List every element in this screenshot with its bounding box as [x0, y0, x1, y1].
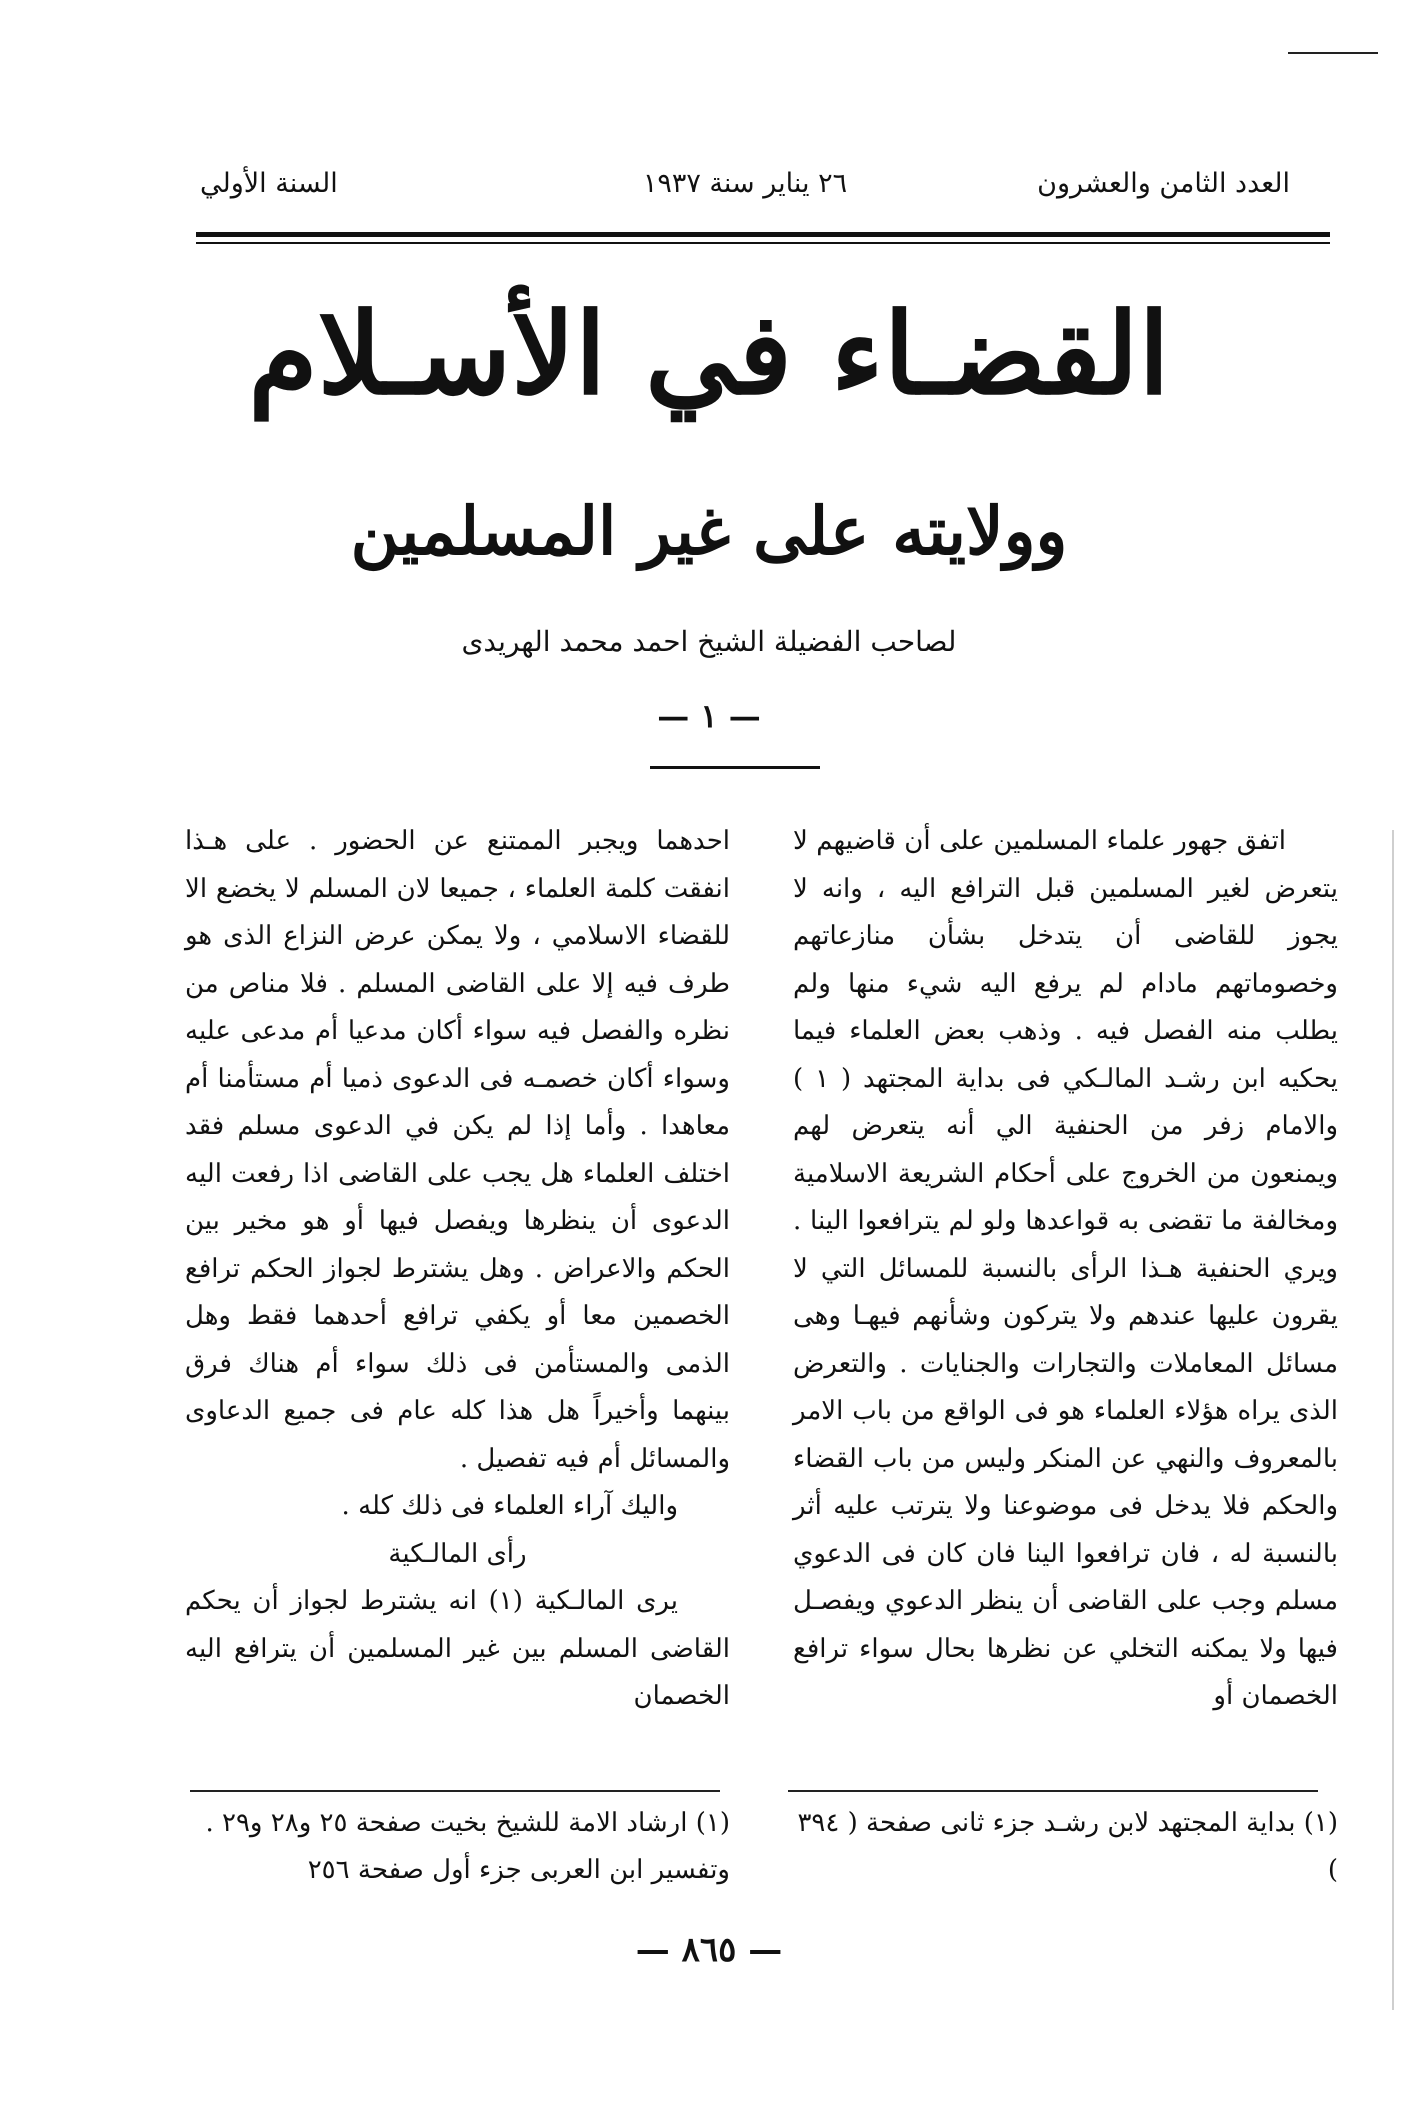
- issue-number: العدد الثامن والعشرون: [1037, 168, 1290, 199]
- paragraph: اتفق جهور علماء المسلمين على أن قاضيهم لا يتعرض لغير المسلمين قبل الترافع اليه ، وانه لا يجوز للقاضى أن يتدخل بشأن منازعاتهم وخصوماتهم مادام لم يرفع اليه شيء منها ولم يطلب منه الفصل فيه . وذهب بعض العلماء فيما يحكيه ابن رشـد المالـكي فى بداية المجتهد ( ١ ) والامام زفر من الحنفية الي أنه يتعرض لهم ويمنعون من الخروج على أحكام الشريعة الاسلامية ومخالفة ما تقضى به قواعدها ولو لم يترافعوا الينا . ويري الحنفية هـذا الرأى بالنسبة للمسائل التي لا يقرون عليها عندهم ولا يتركون وشأنهم فيهـا وهى مسائل المعاملات والتجارات والجنايات . والتعرض الذى يراه هؤلاء العلماء هو فى الواقع من باب الامر بالمعروف والنهي عن المنكر وليس من باب القضاء والحكم فلا يدخل فى موضوعنا ولا يترتب عليه أثر بالنسبة له ، فان ترافعوا الينا فان كان فى الدعوي مسلم وجب على القاضى أن ينظر الدعوي ويفصـل فيها ولا يمكنه التخلي عن نظرها بحال سواء ترافع الخصمان أو: [793, 826, 1338, 1711]
- section-heading: رأى المالـكية: [388, 1538, 527, 1569]
- footnote-rule-right: [788, 1790, 1318, 1792]
- paragraph: احدهما ويجبر الممتنع عن الحضور . على هـذا انفقت كلمة العلماء ، جميعا لان المسلم لا يخضع الا للقضاء الاسلامي ، ولا يمكن عرض النزاع الذى هو طرف فيه إلا على القاضى المسلم . فلا مناص من نظره والفصل فيه سواء أكان مدعيا أم مدعى عليه وسواء أكان خصمـه فى الدعوى ذميا أم مستأمنا أم معاهدا . وأما إذا لم يكن في الدعوى مسلم فقد اختلف العلماء هل يجب على القاضى اذا رفعت اليه الدعوى أن ينظرها ويفصل فيها أو هو مخير بين الحكم والاعراض . وهل يشترط لجواز الحكم ترافع الخصمين معا أو يكفي ترافع أحدهما فقط وهل الذمى والمستأمن فى ذلك سواء أم هناك فرق بينهما وأخيراً هل هذا كله عام فى جميع الدعاوى والمسائل أم فيه تفصيل .: [185, 826, 730, 1474]
- scan-edge-line: [1392, 830, 1394, 2010]
- part-number: — ١ —: [657, 697, 761, 735]
- article-title: القضـاء في الأسـلام: [248, 289, 1170, 420]
- footnote-rule-left: [190, 1790, 720, 1792]
- text-column-left: [185, 818, 730, 1721]
- header-rule-thin: [196, 242, 1330, 244]
- text-column-right: [793, 818, 1338, 1721]
- footnote-right: (١) بداية المجتهد لابن رشـد جزء ثانى صفحة ( ٣٩٤ ): [797, 1808, 1338, 1885]
- footnote-left: (١) ارشاد الامة للشيخ بخيت صفحة ٢٥ و٢٨ و٢٩ . وتفسير ابن العربى جزء أول صفحة ٢٥٦: [205, 1808, 730, 1885]
- volume-year: السنة الأولي: [200, 168, 338, 199]
- corner-rule: [1288, 52, 1378, 54]
- page-number: — ٨٦٥ —: [635, 1930, 783, 1970]
- header-rule-thick: [196, 232, 1330, 237]
- issue-date: ٢٦ يناير سنة ١٩٣٧: [642, 168, 848, 199]
- paragraph: يرى المالـكية (١) انه يشترط لجواز أن يحكم القاضى المسلم بين غير المسلمين أن يترافع اليه الخصمان: [185, 1586, 730, 1711]
- paragraph: واليك آراء العلماء فى ذلك كله .: [341, 1491, 678, 1521]
- running-header: [200, 168, 1290, 218]
- article-author: لصاحب الفضيلة الشيخ احمد محمد الهريدى: [461, 625, 957, 658]
- article-subtitle: وولايته على غير المسلمين: [350, 492, 1068, 570]
- title-divider: [650, 766, 820, 769]
